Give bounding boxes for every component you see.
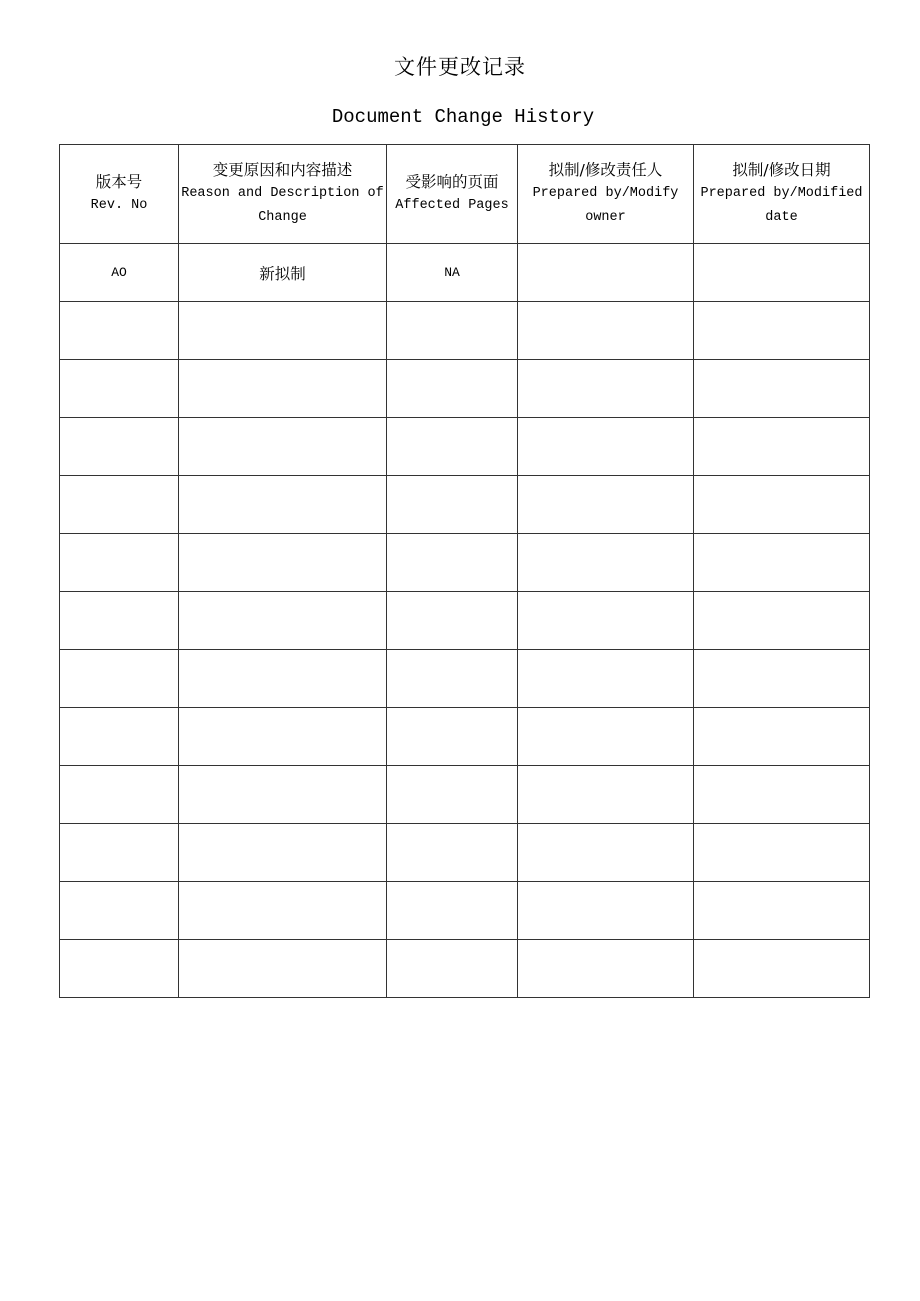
cell-modify-owner: [518, 360, 694, 418]
cell-reason-description: [179, 592, 387, 650]
cell-rev-no: [60, 766, 179, 824]
header-label-en: Prepared by/Modify owner: [532, 186, 679, 225]
cell-modify-owner: [518, 650, 694, 708]
cell-modified-date: [694, 882, 870, 940]
cell-modify-owner: [518, 940, 694, 998]
cell-reason-description: 新拟制: [179, 244, 387, 302]
header-label-en: Prepared by/Modified date: [700, 186, 863, 225]
header-label-en: Affected Pages: [395, 198, 509, 213]
cell-reason-description: [179, 708, 387, 766]
table-row: [60, 650, 870, 708]
cell-modified-date: [694, 476, 870, 534]
table-row: [60, 418, 870, 476]
cell-affected-pages: [387, 360, 518, 418]
table-row: [60, 824, 870, 882]
cell-modified-date: [694, 360, 870, 418]
cell-reason-description: [179, 650, 387, 708]
cell-modify-owner: [518, 476, 694, 534]
cell-reason-description: [179, 360, 387, 418]
cell-modify-owner: [518, 824, 694, 882]
cell-affected-pages: [387, 766, 518, 824]
cell-modify-owner: [518, 882, 694, 940]
cell-affected-pages: [387, 940, 518, 998]
header-label-cn: 变更原因和内容描述: [212, 161, 353, 179]
table-row: [60, 708, 870, 766]
header-label-cn: 拟制/修改日期: [732, 161, 831, 179]
header-label-cn: 版本号: [95, 173, 143, 191]
cell-affected-pages: [387, 882, 518, 940]
cell-affected-pages: NA: [387, 244, 518, 302]
cell-affected-pages: [387, 592, 518, 650]
cell-rev-no: [60, 418, 179, 476]
change-history-table: [59, 144, 870, 998]
header-affected-pages: [387, 145, 518, 244]
cell-modified-date: [694, 418, 870, 476]
table-row: [60, 534, 870, 592]
cell-reason-description: [179, 766, 387, 824]
cell-rev-no: [60, 940, 179, 998]
cell-reason-description: [179, 418, 387, 476]
cell-rev-no: [60, 476, 179, 534]
cell-modify-owner: [518, 244, 694, 302]
cell-modify-owner: [518, 592, 694, 650]
table-body: [60, 244, 870, 998]
table-row: [60, 360, 870, 418]
cell-modified-date: [694, 650, 870, 708]
cell-modify-owner: [518, 708, 694, 766]
table-row: [60, 592, 870, 650]
cell-affected-pages: [387, 476, 518, 534]
cell-modified-date: [694, 534, 870, 592]
cell-modified-date: [694, 940, 870, 998]
header-label-cn: 受影响的页面: [405, 173, 499, 191]
cell-modified-date: [694, 592, 870, 650]
cell-modify-owner: [518, 534, 694, 592]
table-header-row: [60, 145, 870, 244]
header-reason-description: [179, 145, 387, 244]
cell-rev-no: [60, 650, 179, 708]
header-modified-date: [694, 145, 870, 244]
table-row: [60, 766, 870, 824]
cell-modify-owner: [518, 766, 694, 824]
cell-reason-description: [179, 302, 387, 360]
header-label-cn: 拟制/修改责任人: [548, 161, 663, 179]
table-row: [60, 476, 870, 534]
table-row: [60, 244, 870, 302]
cell-reason-description: [179, 824, 387, 882]
cell-modify-owner: [518, 302, 694, 360]
cell-reason-description: [179, 534, 387, 592]
header-label-en: Reason and Description of Change: [181, 186, 384, 225]
table-row: [60, 940, 870, 998]
cell-rev-no: [60, 824, 179, 882]
cell-affected-pages: [387, 824, 518, 882]
cell-modify-owner: [518, 418, 694, 476]
cell-affected-pages: [387, 302, 518, 360]
table-row: [60, 882, 870, 940]
cell-modified-date: [694, 244, 870, 302]
header-modify-owner: [518, 145, 694, 244]
document-title-english: Document Change History: [331, 106, 595, 128]
cell-modified-date: [694, 708, 870, 766]
cell-affected-pages: [387, 418, 518, 476]
header-rev-no: [60, 145, 179, 244]
cell-rev-no: [60, 302, 179, 360]
document-title-chinese: 文件更改记录: [394, 55, 526, 79]
cell-rev-no: [60, 882, 179, 940]
cell-rev-no: [60, 360, 179, 418]
cell-reason-description: [179, 882, 387, 940]
cell-reason-description: [179, 940, 387, 998]
cell-modified-date: [694, 302, 870, 360]
cell-affected-pages: [387, 708, 518, 766]
cell-affected-pages: [387, 534, 518, 592]
header-label-en: Rev. No: [90, 198, 148, 213]
cell-modified-date: [694, 766, 870, 824]
cell-affected-pages: [387, 650, 518, 708]
cell-rev-no: [60, 708, 179, 766]
cell-modified-date: [694, 824, 870, 882]
cell-rev-no: [60, 534, 179, 592]
cell-reason-description: [179, 476, 387, 534]
table-row: [60, 302, 870, 360]
cell-rev-no: AO: [60, 244, 179, 302]
cell-rev-no: [60, 592, 179, 650]
